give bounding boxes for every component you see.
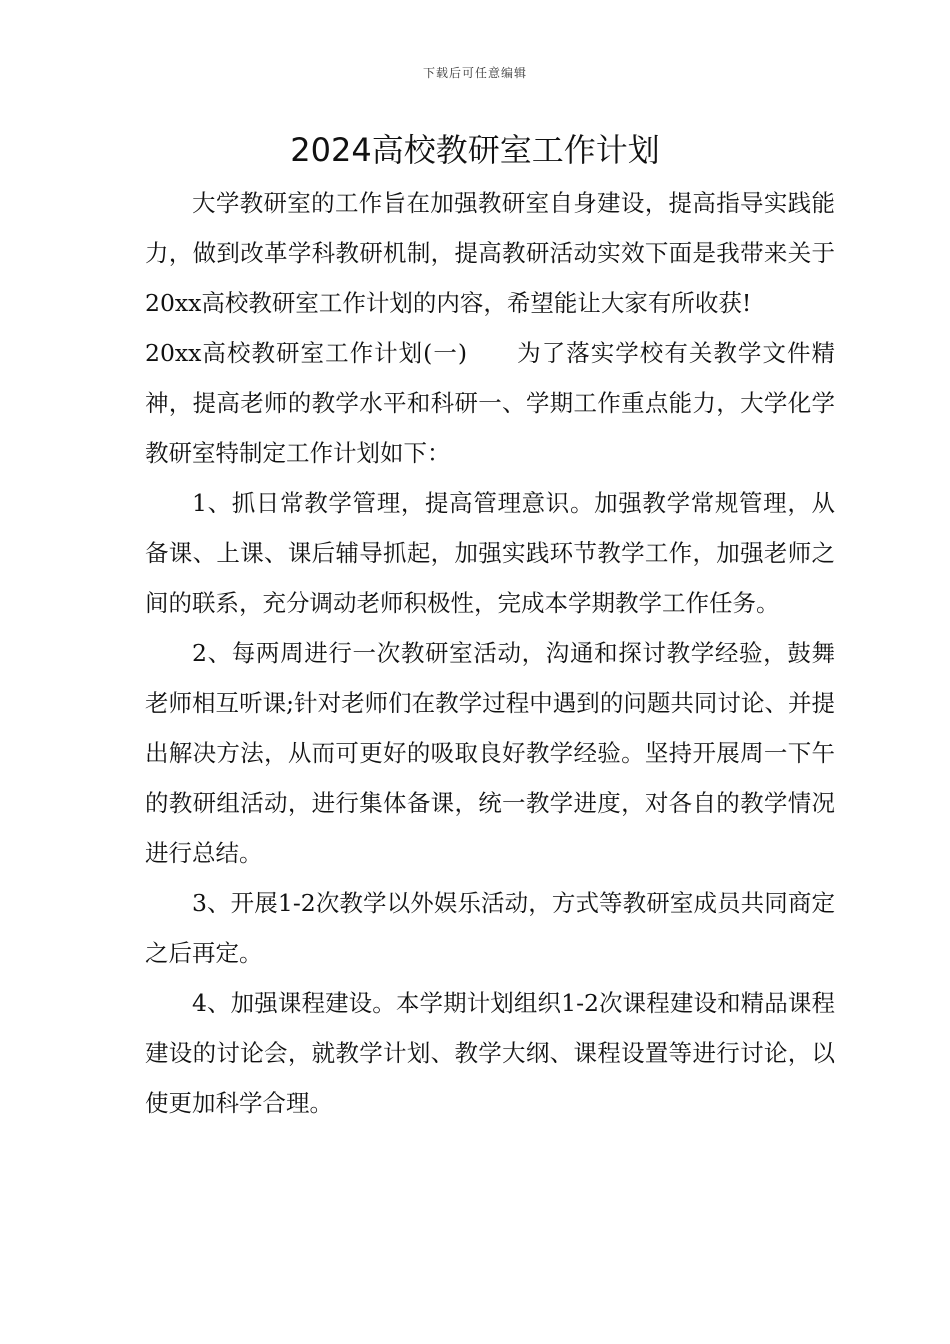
paragraph-intro: 大学教研室的工作旨在加强教研室自身建设，提高指导实践能力，做到改革学科教研机制，提高教研活动实效下面是我带来关于20xx高校教研室工作计划的内容，希望能让大家有所收获!: [145, 189, 835, 317]
paragraph-item-2: 2、每两周进行一次教研室活动，沟通和探讨教学经验，鼓舞老师相互听课;针对老师们在教学过程中遇到的问题共同讨论、并提出解决方法，从而可更好的吸取良好教学经验。坚持开展周一下午的教研组活动，进行集体备课，统一教学进度，对各自的教学情况进行总结。: [145, 639, 835, 867]
paragraph-item-1: 1、抓日常教学管理，提高管理意识。加强教学常规管理，从备课、上课、课后辅导抓起，加强实践环节教学工作，加强老师之间的联系，充分调动老师积极性，完成本学期教学工作任务。: [145, 489, 835, 617]
document-title: 2024高校教研室工作计划: [290, 131, 660, 169]
header-note: 下载后可任意编辑: [422, 66, 527, 80]
paragraph-item-4: 4、加强课程建设。本学期计划组织1-2次课程建设和精品课程建设的讨论会，就教学计划、教学大纲、课程设置等进行讨论，以使更加科学合理。: [145, 989, 835, 1117]
paragraph-item-3: 3、开展1-2次教学以外娱乐活动，方式等教研室成员共同商定之后再定。: [145, 889, 835, 967]
paragraph-section-heading: 20xx高校教研室工作计划(一) 为了落实学校有关教学文件精神，提高老师的教学水平和科研一、学期工作重点能力，大学化学教研室特制定工作计划如下：: [145, 339, 835, 467]
document-body: [145, 178, 835, 1128]
